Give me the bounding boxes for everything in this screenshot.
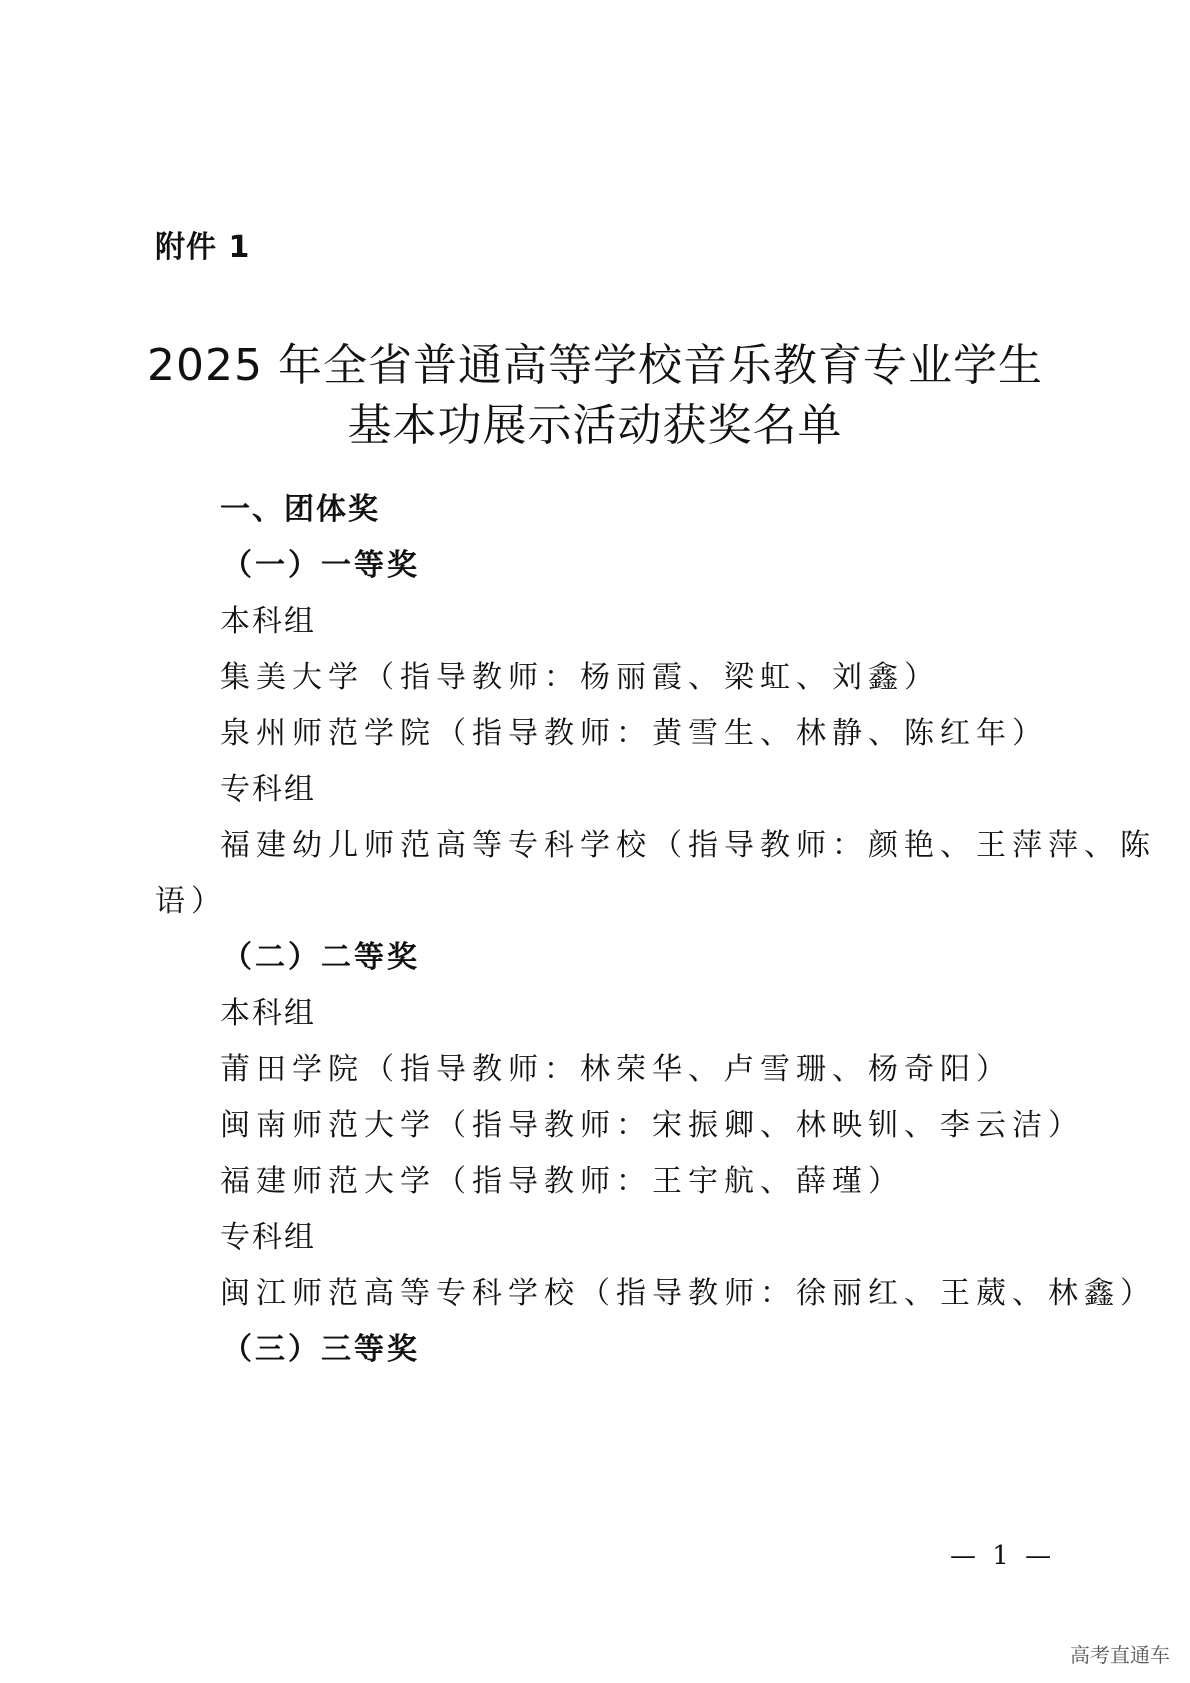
first-prize-undergrad-entry: 集美大学（指导教师：杨丽霞、梁虹、刘鑫）	[220, 660, 940, 695]
second-prize-heading: （二）二等奖	[222, 940, 420, 975]
first-prize-college-entry-continued: 语）	[155, 884, 227, 919]
first-prize-undergrad-label: 本科组	[220, 604, 316, 639]
second-prize-college-entry: 闽江师范高等专科学校（指导教师：徐丽红、王葳、林鑫）	[220, 1276, 1156, 1311]
second-prize-college-label: 专科组	[220, 1220, 316, 1255]
watermark: 高考直通车	[1070, 1643, 1170, 1667]
first-prize-college-entry: 福建幼儿师范高等专科学校（指导教师：颜艳、王萍萍、陈	[220, 828, 1156, 863]
attachment-label: 附件 1	[155, 230, 251, 265]
section-heading-team-award: 一、团体奖	[220, 492, 380, 527]
first-prize-heading: （一）一等奖	[222, 548, 420, 583]
second-prize-undergrad-label: 本科组	[220, 996, 316, 1031]
second-prize-undergrad-entry: 莆田学院（指导教师：林荣华、卢雪珊、杨奇阳）	[220, 1052, 1012, 1087]
third-prize-heading: （三）三等奖	[222, 1332, 420, 1367]
first-prize-undergrad-entry: 泉州师范学院（指导教师：黄雪生、林静、陈红年）	[220, 716, 1048, 751]
second-prize-undergrad-entry: 福建师范大学（指导教师：王宇航、薛瑾）	[220, 1164, 904, 1199]
first-prize-college-label: 专科组	[220, 772, 316, 807]
document-title-line2: 基本功展示活动获奖名单	[347, 400, 843, 451]
second-prize-undergrad-entry: 闽南师范大学（指导教师：宋振卿、林映钏、李云洁）	[220, 1108, 1084, 1143]
document-title-line1: 2025 年全省普通高等学校音乐教育专业学生	[147, 340, 1043, 391]
page-number: — 1 —	[950, 1541, 1056, 1571]
